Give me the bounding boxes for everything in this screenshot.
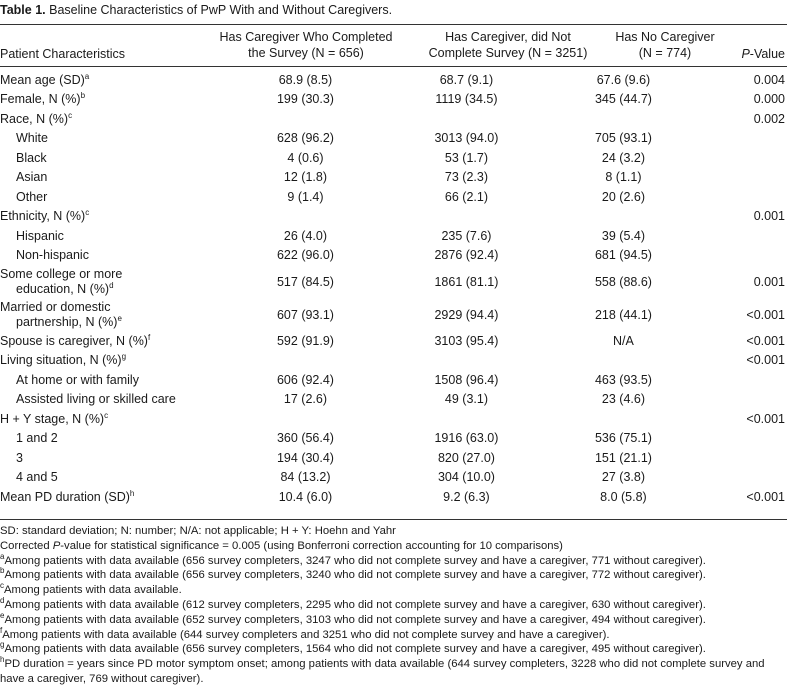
row-label: White (16, 131, 48, 146)
footnote-corrected: Corrected P-value for statistical significance = 0.005 (using Bonferroni correction accounting for 10 comparisons) (0, 539, 563, 552)
value-caregiver-completed: 606 (92.4) (276, 372, 334, 387)
value-caregiver-completed: 26 (4.0) (283, 228, 328, 243)
value-caregiver-completed: 592 (91.9) (276, 333, 334, 348)
value-caregiver-not-completed: 1508 (96.4) (434, 372, 499, 387)
footnote-b: $^b$Among patients with data available (656 survey completers, 3240 who did not complete survey and have a caregiver, 772 without caregiver). (0, 566, 706, 582)
value-caregiver-not-completed: 53 (1.7) (444, 150, 488, 165)
value-p (703, 448, 787, 468)
value-no-caregiver: 558 (88.6) (594, 274, 652, 289)
table-row (0, 148, 787, 168)
table-row (0, 429, 787, 449)
value-caregiver-not-completed: 73 (2.3) (444, 170, 488, 185)
value-p (703, 246, 787, 266)
value-no-caregiver: N/A (613, 333, 634, 348)
value-caregiver-completed: 84 (13.2) (280, 470, 331, 485)
table-row (0, 226, 787, 246)
value-caregiver-completed (222, 409, 389, 429)
value-p: 0.001 (753, 209, 785, 224)
row-label: Female, N (%)$^b$ (0, 91, 86, 107)
table-row (0, 331, 787, 351)
value-caregiver-not-completed (389, 109, 544, 129)
table-row (0, 109, 787, 129)
table-row (0, 168, 787, 188)
footnote-h: $^h$PD duration = years since PD motor symptom onset; among patients with data available (644 survey completers, 3228 who did not complete survey and have a caregiver, 769 without caregiver). (0, 655, 765, 685)
value-no-caregiver: 536 (75.1) (594, 431, 652, 446)
table-label: Table 1. (0, 3, 46, 17)
header-no-caregiver: Has No Caregiver (N = 774) (615, 30, 715, 60)
table-row (0, 487, 787, 507)
value-p (703, 370, 787, 390)
value-no-caregiver: 8 (1.1) (605, 170, 642, 185)
table-row (0, 90, 787, 110)
value-caregiver-not-completed: 2876 (92.4) (434, 248, 499, 263)
row-label: Hispanic (16, 228, 64, 243)
table-row (0, 390, 787, 410)
value-no-caregiver: 67.6 (9.6) (596, 72, 651, 87)
value-caregiver-not-completed: 1119 (34.5) (435, 92, 498, 107)
row-label: 1 and 2 (16, 431, 58, 446)
value-caregiver-completed: 199 (30.3) (276, 92, 334, 107)
value-no-caregiver: 39 (5.4) (601, 228, 645, 243)
value-caregiver-not-completed (389, 207, 544, 227)
value-no-caregiver (544, 351, 703, 371)
value-p: 0.000 (753, 92, 785, 107)
value-no-caregiver: 20 (2.6) (601, 189, 645, 204)
row-label: H + Y stage, N (%)$^c$ (0, 410, 109, 426)
value-caregiver-completed: 12 (1.8) (283, 170, 328, 185)
value-p (703, 129, 787, 149)
row-label: Non-hispanic (16, 248, 89, 263)
value-caregiver-completed: 9 (1.4) (287, 189, 324, 204)
value-caregiver-not-completed: 1916 (63.0) (434, 431, 499, 446)
value-no-caregiver: 705 (93.1) (594, 131, 652, 146)
value-p (703, 429, 787, 449)
table-row (0, 246, 787, 266)
table-row (0, 265, 787, 298)
value-caregiver-completed: 622 (96.0) (276, 248, 334, 263)
footnote-f: $^f$Among patients with data available (644 survey completers and 3251 who did not complete survey and have a caregiver). (0, 625, 610, 641)
footnote-d: $^d$Among patients with data available (612 survey completers, 2295 who did not complete survey and have a caregiver, 630 without caregiver). (0, 596, 706, 611)
value-caregiver-completed: 628 (96.2) (276, 131, 334, 146)
value-caregiver-not-completed (389, 409, 544, 429)
row-label: At home or with family (16, 372, 139, 387)
footnote-a: $^a$Among patients with data available (656 survey completers, 3247 who did not complete survey and have a caregiver, 771 without caregiver). (0, 551, 706, 567)
top-rule (0, 24, 787, 25)
value-p (703, 390, 787, 410)
table-footnotes (0, 524, 787, 687)
value-caregiver-completed: 68.9 (8.5) (278, 72, 333, 87)
value-caregiver-not-completed: 1861 (81.1) (434, 274, 499, 289)
footnote-e: $^e$Among patients with data available (652 survey completers, 3103 who did not complete survey and have a caregiver, 494 without caregiver). (0, 611, 706, 626)
row-label: Mean PD duration (SD)$^h$ (0, 488, 135, 504)
table-row (0, 129, 787, 149)
row-label: Assisted living or skilled care (16, 392, 176, 407)
value-p (703, 187, 787, 207)
value-caregiver-completed: 10.4 (6.0) (278, 489, 333, 504)
row-label: Spouse is caregiver, N (%)$^f$ (0, 332, 151, 348)
value-caregiver-not-completed: 2929 (94.4) (434, 307, 499, 322)
value-caregiver-completed: 194 (30.4) (276, 450, 334, 465)
table-row (0, 298, 787, 331)
value-no-caregiver (544, 207, 703, 227)
value-no-caregiver: 463 (93.5) (594, 372, 652, 387)
value-no-caregiver: 8.0 (5.8) (600, 489, 647, 504)
bottom-rule (0, 519, 787, 520)
value-p: <0.001 (746, 489, 785, 504)
value-no-caregiver: 24 (3.2) (601, 150, 645, 165)
table-row (0, 468, 787, 488)
header-caregiver-completed: Has Caregiver Who Completed the Survey (N = 656) (219, 30, 393, 60)
value-p: <0.001 (746, 353, 785, 368)
row-label: Married or domestic partnership, N (%)$^e$ (0, 299, 122, 329)
row-label: Other (16, 189, 48, 204)
value-caregiver-not-completed: 3013 (94.0) (434, 131, 499, 146)
value-no-caregiver: 345 (44.7) (594, 92, 652, 107)
header-p-value: P-Value (741, 47, 785, 61)
row-label: 4 and 5 (16, 470, 58, 485)
value-p: 0.001 (753, 274, 785, 289)
value-caregiver-not-completed: 66 (2.1) (444, 189, 488, 204)
value-p (703, 168, 787, 188)
value-p (703, 226, 787, 246)
value-p: 0.002 (753, 111, 785, 126)
table-row (0, 70, 787, 90)
header-rule (0, 66, 787, 67)
value-no-caregiver: 27 (3.8) (601, 470, 645, 485)
value-caregiver-completed: 17 (2.6) (283, 392, 328, 407)
value-no-caregiver: 681 (94.5) (594, 248, 652, 263)
value-no-caregiver: 218 (44.1) (594, 307, 652, 322)
value-no-caregiver: 23 (4.6) (601, 392, 645, 407)
value-p: <0.001 (746, 411, 785, 426)
value-caregiver-completed: 360 (56.4) (276, 431, 334, 446)
footnote-c: $^c$Among patients with data available. (0, 581, 182, 597)
baseline-table (0, 70, 787, 507)
value-caregiver-not-completed: 820 (27.0) (437, 450, 495, 465)
table-caption: Baseline Characteristics of PwP With and Without Caregivers. (49, 3, 393, 17)
value-caregiver-completed: 517 (84.5) (276, 274, 334, 289)
value-p: 0.004 (753, 72, 785, 87)
table-title (0, 2, 392, 18)
row-label: Ethnicity, N (%)$^c$ (0, 208, 90, 224)
value-no-caregiver (544, 109, 703, 129)
header-patient-characteristics: Patient Characteristics (0, 47, 126, 61)
row-label: Black (16, 150, 47, 165)
table-row (0, 370, 787, 390)
value-caregiver-completed: 4 (0.6) (287, 150, 324, 165)
value-p: <0.001 (746, 307, 785, 322)
value-caregiver-not-completed: 235 (7.6) (441, 228, 492, 243)
table-row (0, 448, 787, 468)
value-caregiver-not-completed: 68.7 (9.1) (439, 72, 494, 87)
value-caregiver-completed (222, 207, 389, 227)
row-label: Race, N (%)$^c$ (0, 110, 73, 126)
table-row (0, 187, 787, 207)
value-caregiver-completed (222, 109, 389, 129)
value-caregiver-completed (222, 351, 389, 371)
value-caregiver-not-completed: 49 (3.1) (444, 392, 488, 407)
value-caregiver-not-completed: 304 (10.0) (437, 470, 495, 485)
value-no-caregiver (544, 409, 703, 429)
value-p (703, 468, 787, 488)
table-row (0, 409, 787, 429)
table-row (0, 351, 787, 371)
table-body (0, 70, 787, 507)
row-label: Asian (16, 170, 48, 185)
footnote-g: $^g$Among patients with data available (656 survey completers, 1564 who did not complete survey and have a caregiver, 495 without caregiver). (0, 640, 706, 656)
value-caregiver-not-completed: 3103 (95.4) (434, 333, 499, 348)
row-label: Mean age (SD)$^a$ (0, 71, 90, 87)
value-p: <0.001 (746, 333, 785, 348)
value-caregiver-completed: 607 (93.1) (276, 307, 334, 322)
value-no-caregiver: 151 (21.1) (594, 450, 652, 465)
header-caregiver-not-completed: Has Caregiver, did Not Complete Survey (N = 3251) (428, 30, 588, 60)
value-caregiver-not-completed (389, 351, 544, 371)
footnote-abbreviations: SD: standard deviation; N: number; N/A: not applicable; H + Y: Hoehn and Yahr (0, 525, 396, 537)
row-label: Some college or more education, N (%)$^d$ (0, 266, 123, 296)
value-caregiver-not-completed: 9.2 (6.3) (443, 489, 490, 504)
row-label: Living situation, N (%)$^g$ (0, 352, 127, 368)
table-row (0, 207, 787, 227)
value-p (703, 148, 787, 168)
row-label: 3 (16, 450, 23, 465)
